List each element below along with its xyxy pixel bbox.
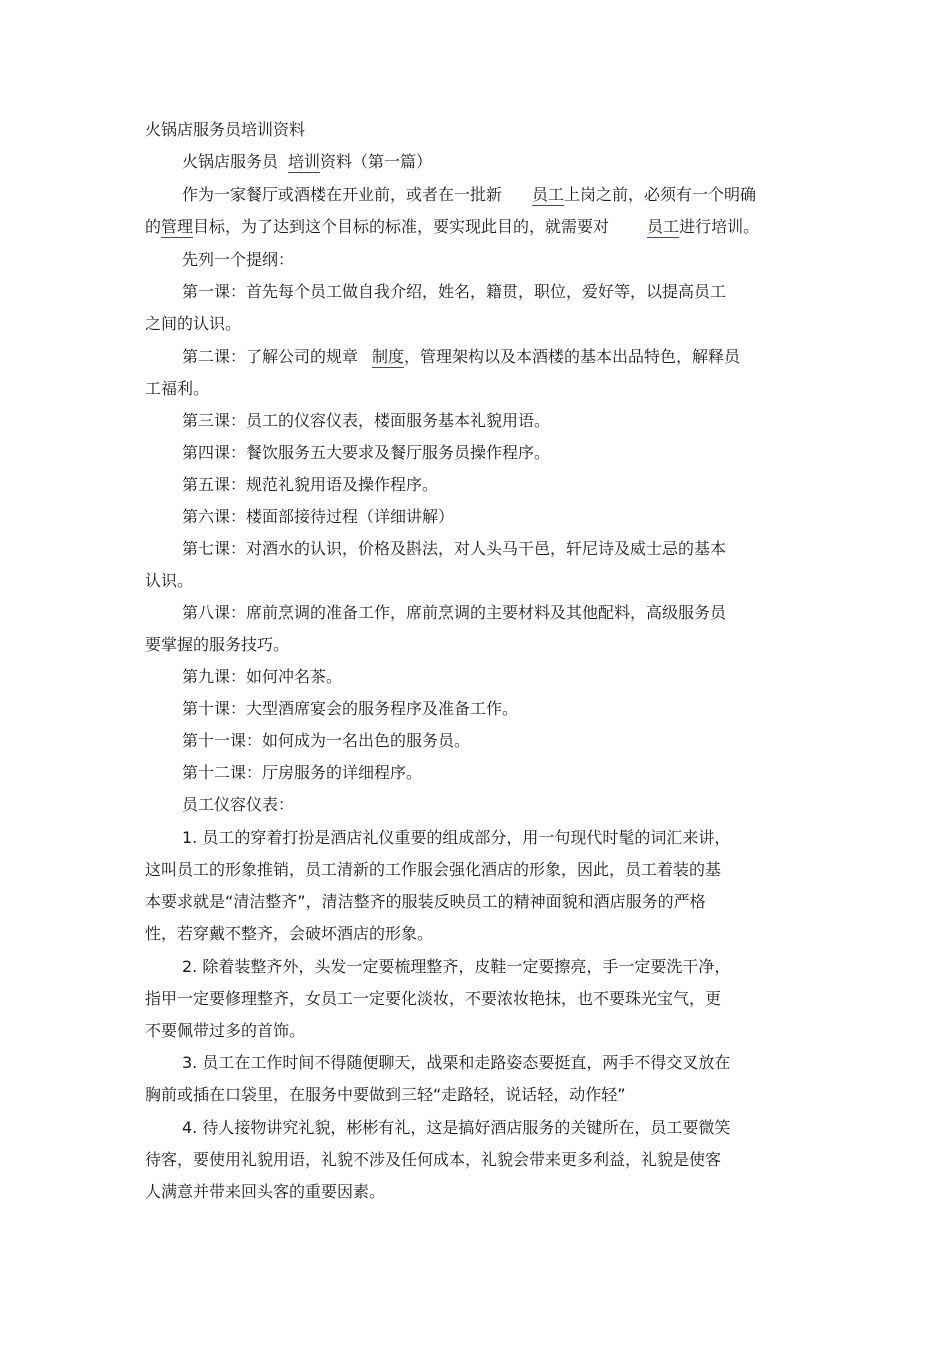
para-2-line-a: 2. 除着装整齐外，头发一定要梳理整齐，皮鞋一定要擦亮，手一定要洗干净，	[182, 957, 731, 976]
para-1-line-a: 1. 员工的穿着打扮是酒店礼仪重要的组成部分，用一句现代时髦的词汇来讲，	[182, 828, 731, 847]
appearance-heading: 员工仪容仪表：	[182, 795, 295, 814]
para-3-line-a: 3. 员工在工作时间不得随便聊天，战栗和走路姿态要挺直，两手不得交叉放在	[182, 1053, 731, 1072]
regulations-link[interactable]: 制度	[372, 347, 405, 366]
lesson-2-line-a	[182, 347, 740, 367]
para-2-line-c: 不要佩带过多的首饰。	[145, 1021, 306, 1040]
para-2-line-b: 指甲一定要修理整齐，女员工一定要化淡妆，不要浓妆艳抹，也不要珠光宝气，更	[145, 989, 722, 1008]
lesson-8-line-b: 要掌握的服务技巧。	[145, 635, 290, 654]
management-link[interactable]: 管理	[161, 217, 194, 236]
employee-link-1[interactable]: 员工	[532, 185, 565, 204]
lesson-5: 第五课：规范礼貌用语及操作程序。	[182, 475, 439, 494]
heading-text-b: 资料（第一篇）	[320, 152, 433, 171]
lesson-10: 第十课：大型酒席宴会的服务程序及准备工作。	[182, 699, 519, 718]
intro-text-d: 目标，为了达到这个目标的标准，要实现此目的，就需要对	[193, 217, 610, 236]
intro-line-2	[145, 217, 759, 237]
document-title: 火锅店服务员培训资料	[145, 120, 306, 139]
lesson-2-text-a: 第二课：了解公司的规章	[182, 347, 359, 366]
lesson-7-line-b: 认识。	[145, 571, 194, 590]
para-1-line-c: 本要求就是“清洁整齐”，清洁整齐的服装反映员工的精神面貌和酒店服务的严格	[145, 892, 706, 911]
intro-line-1	[182, 185, 756, 205]
para-4-line-a: 4. 待人接物讲究礼貌，彬彬有礼，这是搞好酒店服务的关键所在，员工要微笑	[182, 1118, 731, 1137]
para-4-line-b: 待客，要使用礼貌用语，礼貌不涉及任何成本，礼貌会带来更多利益，礼貌是使客	[145, 1150, 722, 1169]
lesson-2-text-b: ，管理架构以及本酒楼的基本出品特色，解释员	[404, 347, 741, 366]
lesson-11: 第十一课：如何成为一名出色的服务员。	[182, 731, 471, 750]
lesson-1-line-b: 之间的认识。	[145, 314, 242, 333]
lesson-6: 第六课：楼面部接待过程（详细讲解）	[182, 507, 455, 526]
lesson-7-line-a: 第七课：对酒水的认识，价格及斟法，对人头马干邑，轩尼诗及威士忌的基本	[182, 539, 727, 558]
lesson-2-line-b: 工福利。	[145, 379, 210, 398]
section-heading	[182, 152, 432, 172]
training-link[interactable]: 培训	[288, 152, 321, 171]
para-3-line-b: 胸前或插在口袋里，在服务中要做到三轻“走路轻，说话轻，动作轻”	[145, 1085, 626, 1104]
employee-link-2[interactable]: 员工	[647, 217, 680, 236]
intro-text-e: 进行培训。	[679, 217, 760, 236]
intro-text-c: 的	[145, 217, 162, 236]
lesson-12: 第十二课：厅房服务的详细程序。	[182, 763, 423, 782]
lesson-8-line-a: 第八课：席前烹调的准备工作，席前烹调的主要材料及其他配料，高级服务员	[182, 603, 727, 622]
para-1-line-d: 性，若穿戴不整齐，会破坏酒店的形象。	[145, 924, 434, 943]
outline-heading: 先列一个提纲：	[182, 250, 295, 269]
lesson-1-line-a: 第一课：首先每个员工做自我介绍，姓名，籍贯，职位，爱好等，以提高员工	[182, 282, 727, 301]
lesson-9: 第九课：如何冲名茶。	[182, 667, 343, 686]
para-4-line-c: 人满意并带来回头客的重要因素。	[145, 1182, 386, 1201]
para-1-line-b: 这叫员工的形象推销，员工清新的工作服会强化酒店的形象，因此，员工着装的基	[145, 860, 722, 879]
heading-text-a: 火锅店服务员	[182, 152, 279, 171]
lesson-3: 第三课：员工的仪容仪表，楼面服务基本礼貌用语。	[182, 411, 551, 430]
intro-text-a: 作为一家餐厅或酒楼在开业前，或者在一批新	[182, 185, 503, 204]
lesson-4: 第四课：餐饮服务五大要求及餐厅服务员操作程序。	[182, 443, 551, 462]
intro-text-b: 上岗之前，必须有一个明确	[564, 185, 757, 204]
